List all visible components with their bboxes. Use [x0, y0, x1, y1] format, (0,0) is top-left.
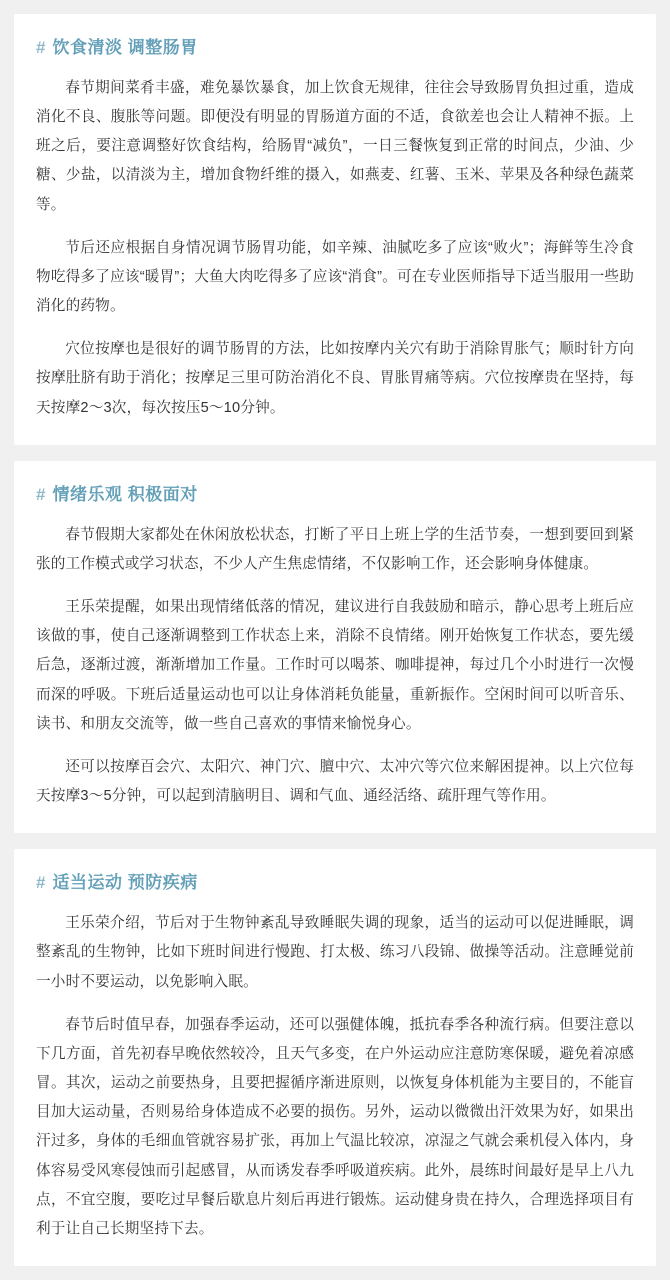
article-section — [14, 461, 656, 833]
section-title: 情绪乐观 积极面对 — [52, 484, 198, 504]
paragraph: 春节假期大家都处在休闲放松状态，打断了平日上班上学的生活节奏，一想到要回到紧张的工作模式或学习状态，不少人产生焦虑情绪，不仅影响工作，还会影响身体健康。 — [36, 526, 634, 572]
hash-icon: # — [36, 38, 46, 57]
section-heading — [36, 483, 634, 507]
paragraph: 王乐荣介绍，节后对于生物钟紊乱导致睡眠失调的现象，适当的运动可以促进睡眠，调整紊乱的生物钟，比如下班时间进行慢跑、打太极、练习八段锦、做操等活动。注意睡觉前一小时不要运动，以免影响入眠。 — [36, 915, 634, 990]
paragraph: 还可以按摩百会穴、太阳穴、神门穴、膻中穴、太冲穴等穴位来解困提神。以上穴位每天按摩3～5分钟，可以起到清脑明目、调和气血、通经活络、疏肝理气等作用。 — [36, 758, 634, 805]
paragraph: 春节期间菜肴丰盛，难免暴饮暴食，加上饮食无规律，往往会导致肠胃负担过重，造成消化不良、腹胀等问题。即便没有明显的胃肠道方面的不适，食欲差也会让人精神不振。上班之后，要注意调整好饮食结构，给肠胃“减负”，一日三餐恢复到正常的时间点，少油、少糖、少盐，以清淡为主，增加食物纤维的摄入，如燕麦、红薯、玉米、苹果及各种绿色蔬菜等。 — [36, 79, 634, 213]
paragraph: 王乐荣提醒，如果出现情绪低落的情况，建议进行自我鼓励和暗示，静心思考上班后应该做的事，使自己逐渐调整到工作状态上来，消除不良情绪。刚开始恢复工作状态，要先缓后急，逐渐过渡，渐渐增加工作量。工作时可以喝茶、咖啡提神，每过几个小时进行一次慢而深的呼吸。下班后适量运动也可以让身体消耗负能量，重新振作。空闲时间可以听音乐、读书、和朋友交流等，做一些自己喜欢的事情来愉悦身心。 — [36, 599, 634, 732]
paragraph: 春节后时值早春，加强春季运动，还可以强健体魄，抵抗春季各种流行病。但要注意以下几方面，首先初春早晚依然较冷，且天气多变，在户外运动应注意防寒保暖，避免着凉感冒。其次，运动之前要热身，且要把握循序渐进原则，以恢复身体机能为主要目的，不能盲目加大运动量，否则易给身体造成不必要的损伤。另外，运动以微微出汗效果为好，如果出汗过多，身体的毛细血管就容易扩张，再加上气温比较凉，凉湿之气就会乘机侵入体内，身体容易受风寒侵蚀而引起感冒，从而诱发春季呼吸道疾病。此外，晨练时间最好是早上八九点，不宜空腹，要吃过早餐后歇息片刻后再进行锻炼。运动健身贵在持久，合理选择项目有利于让自己长期坚持下去。 — [36, 1016, 634, 1238]
section-heading — [36, 871, 634, 895]
paragraph: 穴位按摩也是很好的调节肠胃的方法，比如按摩内关穴有助于消除胃胀气；顺时针方向按摩肚脐有助于消化；按摩足三里可防治消化不良、胃胀胃痛等病。穴位按摩贵在坚持，每天按摩2～3次，每次按压5～10分钟。 — [36, 341, 634, 416]
paragraph: 节后还应根据自身情况调节肠胃功能，如辛辣、油腻吃多了应该“败火”；海鲜等生冷食物吃得多了应该“暖胃”；大鱼大肉吃得多了应该“消食”。可在专业医师指导下适当服用一些助消化的药物。 — [36, 239, 634, 315]
section-title: 饮食清淡 调整肠胃 — [52, 38, 198, 57]
article-section — [14, 14, 656, 445]
section-heading — [36, 36, 634, 60]
hash-icon: # — [36, 484, 46, 504]
article-section — [14, 849, 656, 1266]
hash-icon: # — [36, 873, 46, 893]
section-title: 适当运动 预防疾病 — [52, 873, 198, 893]
